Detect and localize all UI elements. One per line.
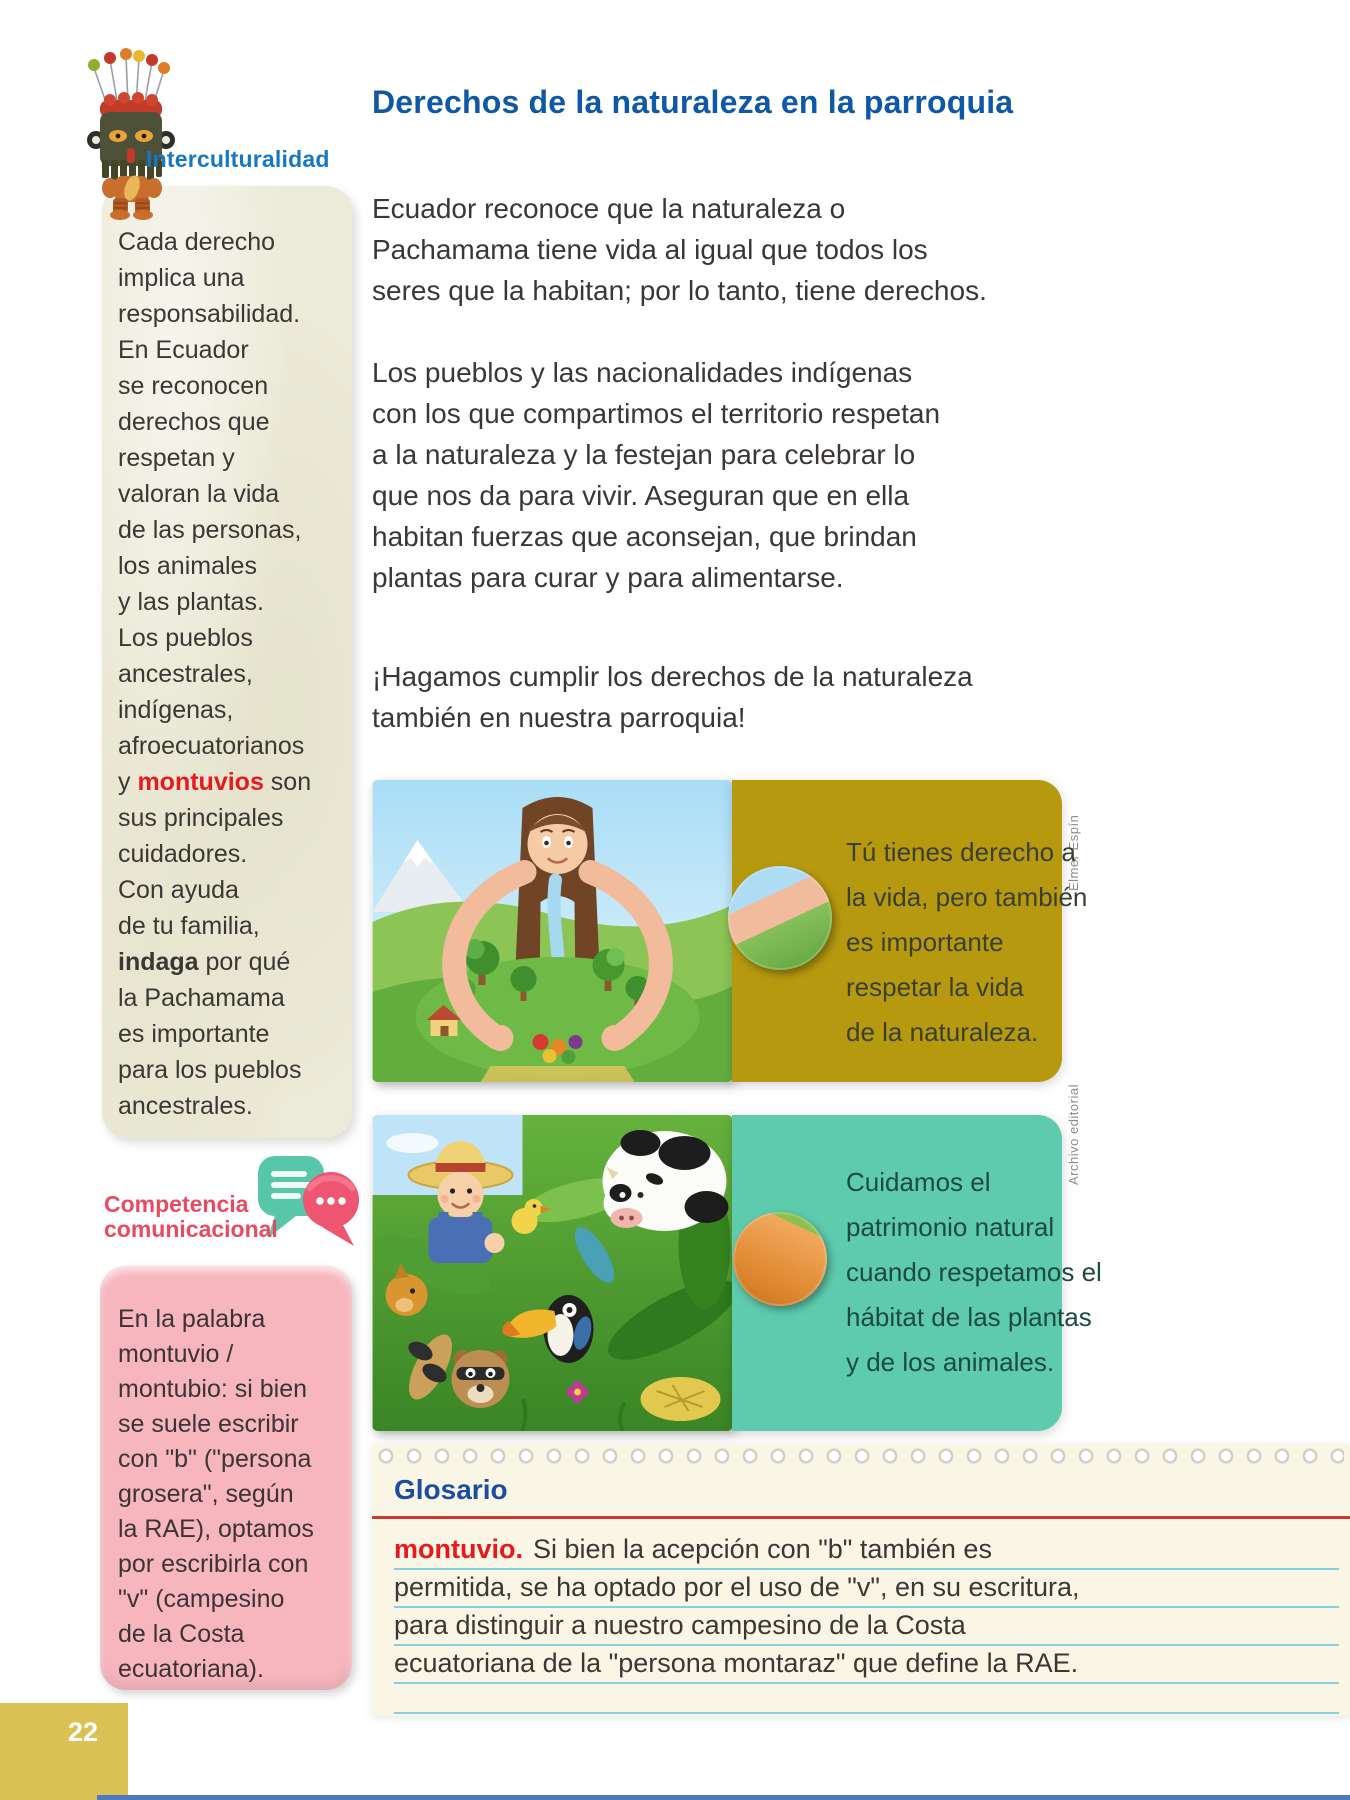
note-line: de tu familia, <box>118 912 260 940</box>
montuvios-term: montuvios <box>137 768 264 796</box>
note-line: Cada derecho <box>118 228 276 256</box>
card2-puzzle-knob <box>733 1212 827 1306</box>
indaga-term: indaga <box>118 948 199 976</box>
card1-puzzle-knob <box>728 866 832 970</box>
note-line: implica una <box>118 264 245 292</box>
interculturalidad-note <box>102 186 352 1138</box>
ruled-line <box>394 1684 1339 1714</box>
note-line: los animales <box>118 552 257 580</box>
card2-illustration <box>372 1115 733 1431</box>
note-line: valoran la vida <box>118 480 280 508</box>
note-line: afroecuatorianos <box>118 732 305 760</box>
paragraph-3: ¡Hagamos cumplir los derechos de la naturaleza también en nuestra parroquia! <box>372 661 973 733</box>
note-line: derechos que <box>118 408 270 436</box>
note-line: es importante <box>118 1020 270 1048</box>
card2-text: Cuidamos el patrimonio natural cuando respetamos el hábitat de las plantas y de los animales. <box>846 1167 1102 1377</box>
note-line: En Ecuador <box>118 336 249 364</box>
photo-credit-1: Elmer Espín <box>1066 814 1081 892</box>
page-number-tab <box>0 1703 128 1800</box>
paragraph-2: Los pueblos y las nacionalidades indígenas con los que compartimos el territorio respetan a la naturaleza y la festejan para celebrar lo que nos da para vivir. Aseguran que en ella habitan fuerzas que aconsejan, que brindan plantas para curar y para alimentarse. <box>372 357 941 593</box>
paragraph-1: Ecuador reconoce que la naturaleza o Pachamama tiene vida al igual que todos los seres que la habitan; por lo tanto, tiene derechos. <box>372 193 987 306</box>
card1-text: Tú tienes derecho a la vida, pero también es importante respetar la vida de la naturaleza. <box>846 837 1088 1047</box>
note-line: la Pachamama <box>118 984 285 1012</box>
note-line: ancestrales. <box>118 1092 253 1120</box>
note-line-indaga: indaga por qué <box>118 948 291 976</box>
clay-mask-icon <box>76 48 186 220</box>
pachamama-illustration <box>372 780 733 1082</box>
glosario-section <box>372 1444 1350 1716</box>
competencia-note: En la palabra montuvio / montubio: si bien se suele escribir con "b" ("persona grosera", según la RAE), optamos por escribirla con "v" (campesino de la Costa ecuatoriana). <box>100 1266 352 1690</box>
note-line: Los pueblos <box>118 624 253 652</box>
note-line-montuvios: y montuvios son <box>118 768 312 796</box>
page-bottom-rule <box>97 1795 1350 1800</box>
glosario-title: Glosario <box>394 1474 508 1505</box>
note-line: se reconocen <box>118 372 269 400</box>
glosario-red-rule <box>372 1516 1350 1519</box>
spiral-binding <box>378 1446 1344 1470</box>
note-line: y las plantas. <box>118 588 264 616</box>
note-line: respetan y <box>118 444 235 472</box>
animals-illustration <box>372 1115 733 1431</box>
competencia-label: Competencia comunicacional <box>104 1191 278 1242</box>
note-line: ancestrales, <box>118 660 253 688</box>
note-line: responsabilidad. <box>118 300 301 328</box>
note-line: cuidadores. <box>118 840 248 868</box>
note-line: sus principales <box>118 804 284 832</box>
page-number: 22 <box>67 1717 98 1747</box>
note-line: Con ayuda <box>118 876 239 904</box>
note-line: para los pueblos <box>118 1056 302 1084</box>
photo-credit-2: Archivo editorial <box>1066 1084 1081 1186</box>
interculturalidad-label: Interculturalidad <box>146 146 330 172</box>
glosario-definition: montuvio. Si bien la acepción con "b" también es permitida, se ha optado por el uso de "v", en su escritura, para distinguir a nuestro campesino de la Costa ecuatoriana de la "persona montaraz" que define la RAE. <box>394 1532 1339 1714</box>
note-line: indígenas, <box>118 696 234 724</box>
card1-illustration <box>372 780 733 1082</box>
glosario-term: montuvio. <box>394 1534 523 1564</box>
note-line: de las personas, <box>118 516 302 544</box>
page-title: Derechos de la naturaleza en la parroquia <box>372 84 1014 120</box>
